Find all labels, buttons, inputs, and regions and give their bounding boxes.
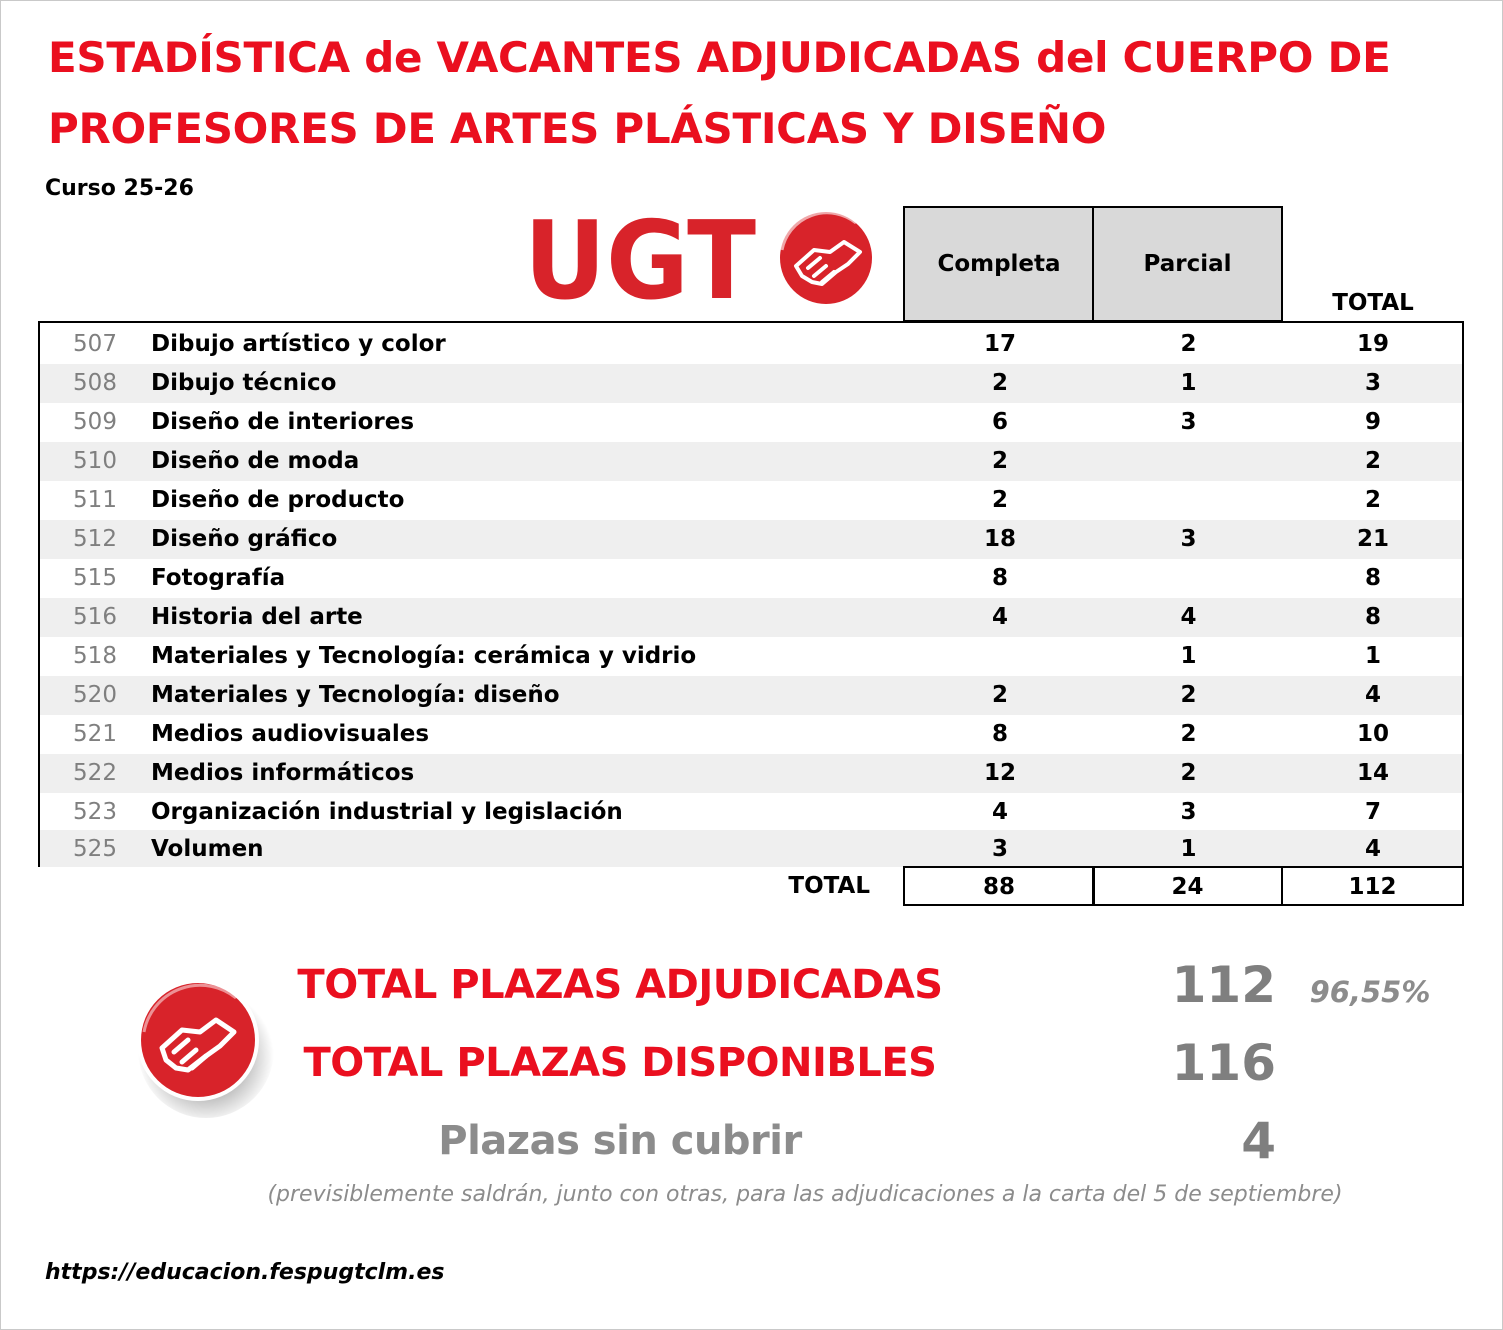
parcial-value: 2: [1180, 682, 1197, 708]
specialty-code: 522: [73, 760, 117, 786]
total-value: 8: [1364, 565, 1381, 591]
specialty-name: Medios informáticos: [151, 760, 415, 786]
completa-value: 18: [983, 526, 1016, 552]
specialty-name: Diseño de producto: [151, 487, 405, 513]
specialty-name: Historia del arte: [151, 604, 363, 630]
completa-value: 2: [991, 682, 1008, 708]
table-row: [40, 830, 1462, 867]
completa-value: 2: [991, 487, 1008, 513]
total-value: 14: [1356, 760, 1389, 786]
specialty-name: Dibujo artístico y color: [151, 331, 446, 357]
sin-cubrir-label: Plazas sin cubrir: [438, 1118, 802, 1164]
table-row: [40, 793, 1462, 832]
specialty-code: 520: [73, 682, 117, 708]
table-row: [40, 325, 1462, 364]
specialty-code: 521: [73, 721, 117, 747]
parcial-value: 3: [1180, 409, 1197, 435]
parcial-value: [1093, 442, 1284, 481]
total-value: 9: [1364, 409, 1381, 435]
column-header-parcial: Parcial: [1092, 206, 1283, 322]
specialty-name: Organización industrial y legislación: [151, 799, 623, 825]
specialty-name: Dibujo técnico: [151, 370, 337, 396]
sin-cubrir-value: 4: [1241, 1112, 1276, 1170]
total-value: 7: [1364, 799, 1381, 825]
total-disponibles-value: 116: [1171, 1034, 1276, 1092]
specialty-code: 515: [73, 565, 117, 591]
parcial-value: [1093, 481, 1284, 520]
specialty-code: 508: [73, 370, 117, 396]
total-adjudicadas-label: TOTAL PLAZAS ADJUDICADAS: [297, 962, 943, 1008]
specialty-name: Materiales y Tecnología: diseño: [151, 682, 560, 708]
table-row: [40, 559, 1462, 598]
specialty-code: 511: [73, 487, 117, 513]
total-value: 4: [1364, 682, 1381, 708]
column-header-completa: Completa: [903, 206, 1095, 322]
table-row: [40, 754, 1462, 793]
table-row: [40, 715, 1462, 754]
completa-value: 8: [991, 565, 1008, 591]
total-adjudicadas-value: 112: [1171, 956, 1276, 1014]
specialty-code: 507: [73, 331, 117, 357]
handshake-icon: [780, 212, 872, 304]
completa-value: 2: [991, 448, 1008, 474]
specialty-name: Diseño de moda: [151, 448, 360, 474]
column-header-total: TOTAL: [1332, 290, 1414, 316]
course-label: Curso 25-26: [45, 176, 194, 201]
parcial-value: 4: [1180, 604, 1197, 630]
completa-value: 6: [991, 409, 1008, 435]
table-row: [40, 520, 1462, 559]
total-disponibles-label: TOTAL PLAZAS DISPONIBLES: [303, 1040, 937, 1086]
specialty-code: 516: [73, 604, 117, 630]
parcial-value: 3: [1180, 526, 1197, 552]
parcial-value: 1: [1180, 370, 1197, 396]
specialty-code: 518: [73, 643, 117, 669]
specialty-name: Diseño de interiores: [151, 409, 415, 435]
footnote: (previsiblemente saldrán, junto con otras, para las adjudicaciones a la carta del 5 de septiembre): [267, 1182, 1343, 1207]
specialty-code: 509: [73, 409, 117, 435]
page-title: [48, 22, 1468, 164]
source-url: https://educacion.fespugtclm.es: [45, 1260, 445, 1285]
table-row: [40, 676, 1462, 715]
parcial-value: 2: [1180, 760, 1197, 786]
total-value: 2: [1364, 487, 1381, 513]
completa-value: [904, 637, 1096, 676]
table-row: [40, 637, 1462, 676]
parcial-value: [1093, 559, 1284, 598]
total-value: 19: [1356, 331, 1389, 357]
title-line-1: ESTADÍSTICA de VACANTES ADJUDICADAS del CUERPO DE: [48, 33, 1391, 82]
parcial-value: 1: [1180, 643, 1197, 669]
parcial-value: 3: [1180, 799, 1197, 825]
specialty-name: Fotografía: [151, 565, 286, 591]
completa-value: 4: [991, 604, 1008, 630]
total-value: 10: [1356, 721, 1389, 747]
title-line-2: PROFESORES DE ARTES PLÁSTICAS Y DISEÑO: [48, 104, 1107, 153]
adjudicadas-percentage: 96,55%: [1309, 975, 1431, 1009]
parcial-value: 1: [1180, 836, 1197, 862]
completa-value: 8: [991, 721, 1008, 747]
totals-parcial: 24: [1092, 866, 1283, 906]
specialty-code: 510: [73, 448, 117, 474]
specialty-name: Medios audiovisuales: [151, 721, 430, 747]
parcial-value: 2: [1180, 331, 1197, 357]
totals-completa: 88: [903, 866, 1095, 906]
total-value: 2: [1364, 448, 1381, 474]
total-value: 21: [1356, 526, 1389, 552]
table-row: [40, 442, 1462, 481]
ugt-logo: [522, 204, 878, 310]
completa-value: 17: [983, 331, 1016, 357]
total-value: 1: [1364, 643, 1381, 669]
vacancies-table: [38, 321, 1464, 867]
parcial-value: 2: [1180, 721, 1197, 747]
table-row: [40, 364, 1462, 403]
table-row: [40, 481, 1462, 520]
completa-value: 12: [983, 760, 1016, 786]
totals-total: 112: [1281, 866, 1464, 906]
specialty-code: 523: [73, 799, 117, 825]
specialty-name: Materiales y Tecnología: cerámica y vidrio: [151, 643, 697, 669]
specialty-name: Diseño gráfico: [151, 526, 338, 552]
table-row: [40, 403, 1462, 442]
table-row: [40, 598, 1462, 637]
total-value: 4: [1364, 836, 1381, 862]
ugt-logo-text: UGT: [524, 204, 757, 310]
specialty-code: 525: [73, 836, 117, 862]
total-value: 3: [1364, 370, 1381, 396]
completa-value: 3: [991, 836, 1008, 862]
specialty-name: Volumen: [151, 836, 264, 862]
total-value: 8: [1364, 604, 1381, 630]
completa-value: 4: [991, 799, 1008, 825]
specialty-code: 512: [73, 526, 117, 552]
completa-value: 2: [991, 370, 1008, 396]
totals-label: TOTAL: [788, 873, 870, 899]
handshake-icon: [126, 970, 276, 1120]
